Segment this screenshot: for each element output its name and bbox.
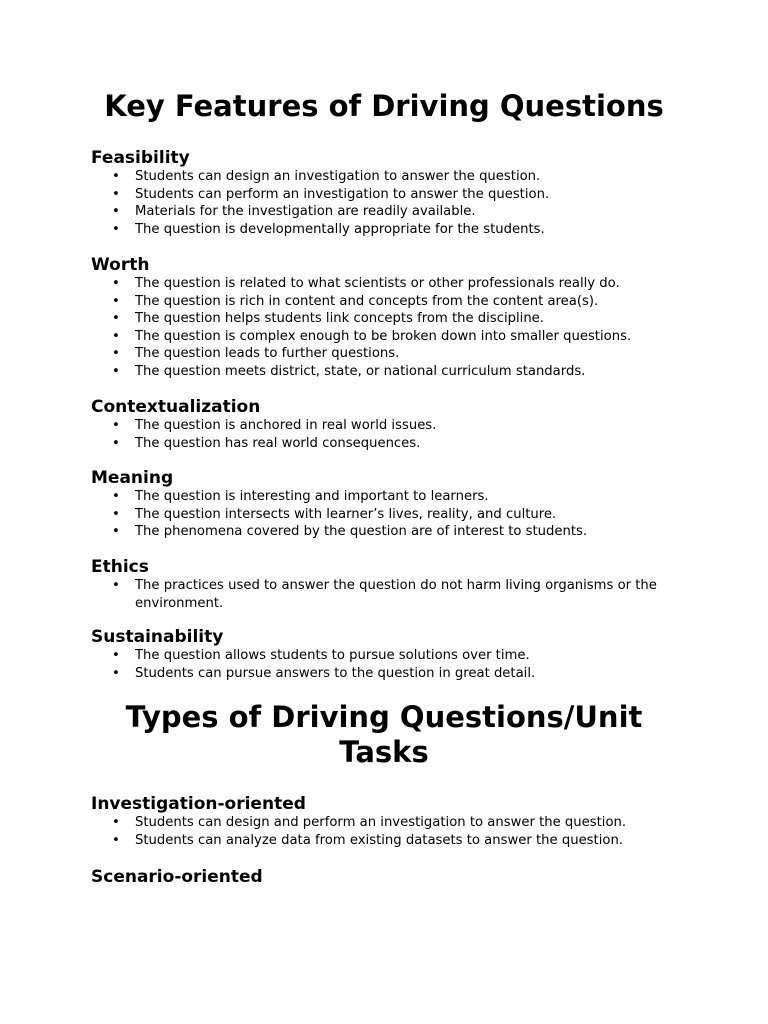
section-heading: Sustainability (91, 627, 224, 647)
section-feasibility (91, 148, 691, 238)
section-heading: Investigation-oriented (91, 794, 306, 814)
list-item: • Materials for the investigation are readily available. (91, 203, 665, 221)
bullet-list (91, 577, 691, 612)
page-title: Key Features of Driving Questions (104, 89, 664, 123)
list-item: • The question is developmentally appropriate for the students. (91, 221, 665, 239)
section-meaning (91, 468, 691, 541)
section-heading: Feasibility (91, 148, 190, 168)
section-worth (91, 255, 691, 381)
bullet-list (91, 488, 691, 541)
section-scenario-oriented (91, 867, 691, 887)
section-heading: Worth (91, 255, 150, 275)
list-item: • Students can design an investigation to answer the question. (91, 168, 665, 186)
list-item: • The question leads to further questions. (91, 345, 665, 363)
section-contextualization (91, 397, 691, 452)
bullet-list (91, 814, 691, 849)
list-item: • The question is complex enough to be broken down into smaller questions. (91, 328, 665, 346)
list-item: • Students can analyze data from existing datasets to answer the question. (91, 832, 665, 850)
bullet-list (91, 417, 691, 452)
list-item: • The question intersects with learner’s lives, reality, and culture. (91, 506, 665, 524)
section-heading: Meaning (91, 468, 174, 488)
section-ethics (91, 557, 691, 612)
section-heading: Contextualization (91, 397, 261, 417)
section-investigation-oriented (91, 794, 691, 849)
section-heading: Scenario-oriented (91, 867, 263, 887)
list-item: • The question allows students to pursue solutions over time. (91, 647, 665, 665)
list-item: • The question meets district, state, or national curriculum standards. (91, 363, 665, 381)
list-item: • The question has real world consequences. (91, 435, 665, 453)
list-item: • The practices used to answer the question do not harm living organisms or the environment. (91, 577, 665, 612)
bullet-list (91, 275, 691, 381)
list-item: • The phenomena covered by the question are of interest to students. (91, 523, 665, 541)
list-item: • The question is related to what scientists or other professionals really do. (91, 275, 665, 293)
section-title-types: Types of Driving Questions/Unit Tasks (125, 700, 643, 769)
list-item: • Students can perform an investigation to answer the question. (91, 186, 665, 204)
bullet-list (91, 647, 691, 682)
bullet-list (91, 168, 691, 238)
list-item: • The question is rich in content and concepts from the content area(s). (91, 293, 665, 311)
section-heading: Ethics (91, 557, 149, 577)
list-item: • The question helps students link concepts from the discipline. (91, 310, 665, 328)
list-item: • Students can pursue answers to the question in great detail. (91, 665, 665, 683)
list-item: • Students can design and perform an investigation to answer the question. (91, 814, 665, 832)
list-item: • The question is anchored in real world issues. (91, 417, 665, 435)
section-sustainability (91, 627, 691, 682)
list-item: • The question is interesting and important to learners. (91, 488, 665, 506)
